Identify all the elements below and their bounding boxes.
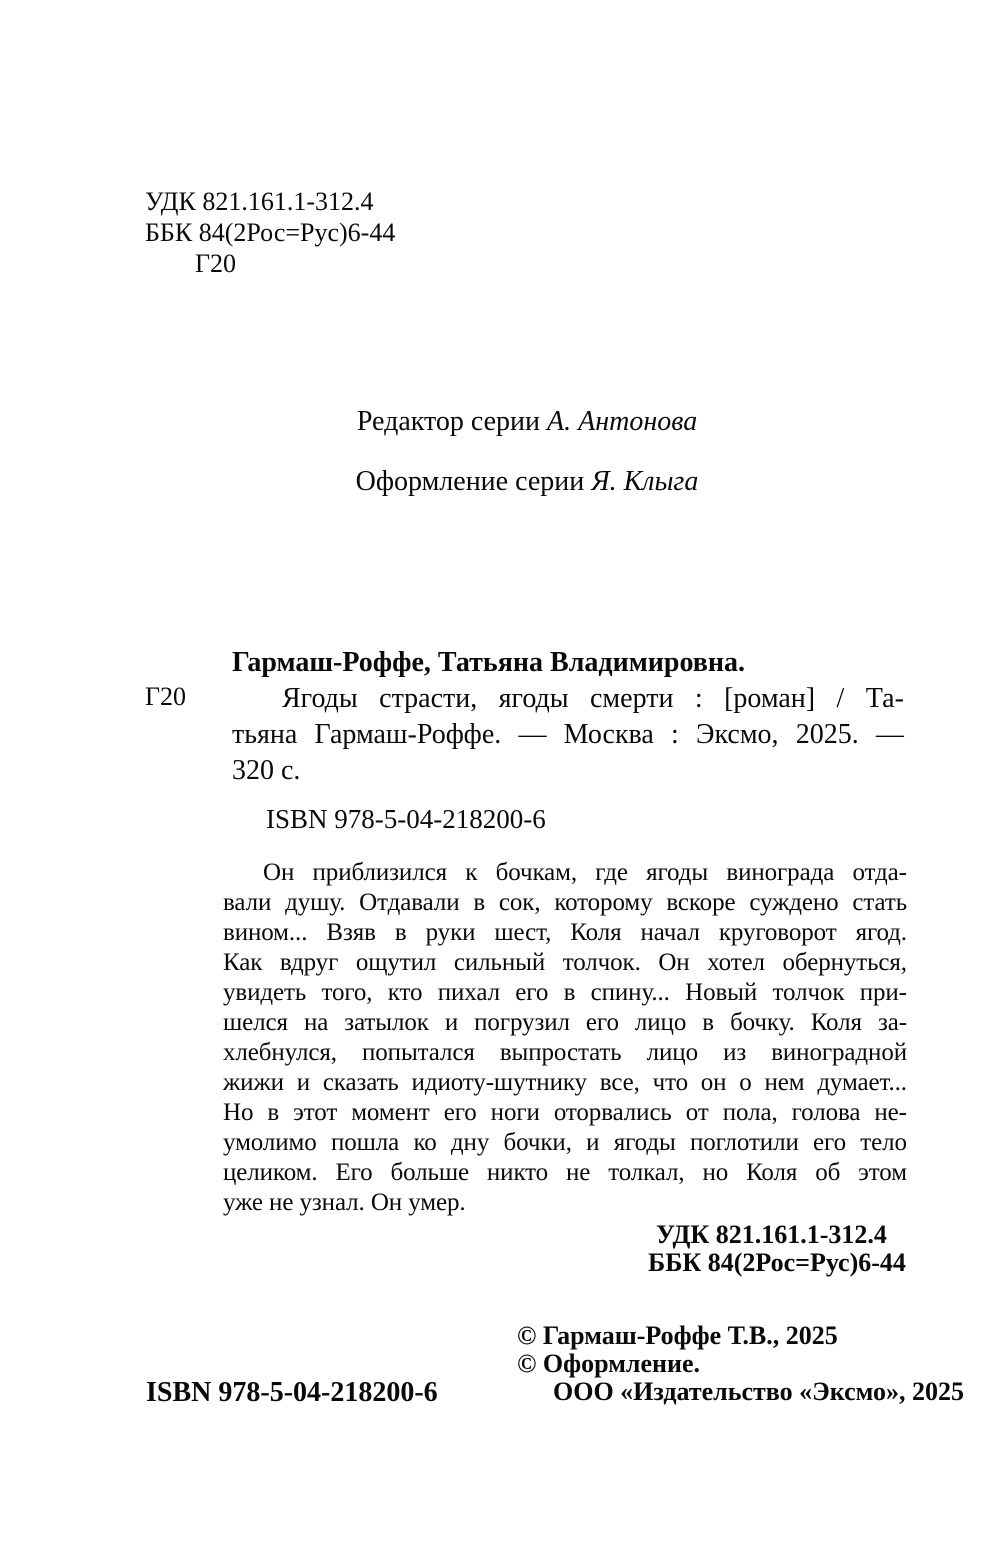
copyright-publisher-line: ООО «Издательство «Эксмо», 2025 bbox=[553, 1377, 965, 1406]
text-line: хлебнулся, попытался выпростать лицо из виноградной bbox=[223, 1039, 907, 1066]
text-line: 320 с. bbox=[232, 755, 301, 786]
classification-bottom-block bbox=[648, 1221, 906, 1277]
udk-line: УДК 821.161.1-312.4 bbox=[145, 187, 374, 216]
catalog-author-sign: Г20 bbox=[145, 682, 187, 711]
classification-top-block bbox=[145, 186, 395, 279]
copyright-author-line: © Гармаш-Роффе Т.В., 2025 bbox=[517, 1321, 838, 1350]
text-line: целиком. Его больше никто не толкал, но Коля об этом bbox=[223, 1159, 907, 1186]
text-line: Но в этот момент его ноги оторвались от пола, голова не- bbox=[223, 1099, 907, 1126]
catalog-author-heading: Гармаш-Роффе, Татьяна Владимировна. bbox=[232, 647, 746, 678]
text-line: вином... Взяв в руки шест, Коля начал круговорот ягод. bbox=[223, 919, 907, 946]
series-editor-label: Редактор серии bbox=[356, 406, 548, 437]
annotation-block bbox=[223, 858, 907, 1218]
text-line: вали душу. Отдавали в сок, которому вскоре суждено стать bbox=[223, 889, 907, 916]
text-line: увидеть того, кто пихал его в спину... Новый толчок при- bbox=[223, 979, 907, 1006]
text-line: Как вдруг ощутил сильный толчок. Он хотел обернуться, bbox=[223, 949, 907, 976]
catalog-entry-lines bbox=[232, 681, 904, 789]
isbn-bottom: ISBN 978-5-04-218200-6 bbox=[146, 1377, 438, 1408]
text-line: Ягоды страсти, ягоды смерти : [роман] / Та- bbox=[282, 683, 904, 714]
text-line: тьяна Гармаш-Роффе. — Москва : Эксмо, 2025. — bbox=[232, 719, 904, 750]
catalog-card-block bbox=[232, 645, 904, 789]
series-credits-block bbox=[150, 406, 904, 496]
series-designer-line bbox=[150, 466, 904, 496]
text-line: умолимо пошла ко дну бочки, и ягоды поглотили его тело bbox=[223, 1129, 907, 1156]
catalog-isbn: ISBN 978-5-04-218200-6 bbox=[266, 804, 546, 834]
text-line: уже не узнал. Он умер. bbox=[223, 1189, 466, 1216]
bbk-line-bottom: ББК 84(2Рос=Рус)6-44 bbox=[648, 1248, 906, 1277]
bbk-line: ББК 84(2Рос=Рус)6-44 bbox=[145, 218, 396, 247]
series-editor-line bbox=[150, 406, 904, 436]
copyright-design-line: © Оформление. bbox=[517, 1349, 701, 1378]
text-line: Он приблизился к бочкам, где ягоды винограда отда- bbox=[263, 859, 907, 886]
text-line: шелся на затылок и погрузил его лицо в бочку. Коля за- bbox=[223, 1009, 907, 1036]
author-sign: Г20 bbox=[195, 249, 237, 278]
copyright-block bbox=[517, 1322, 964, 1406]
text-line: жижи и сказать идиоту-шутнику все, что он о нем думает... bbox=[223, 1069, 907, 1096]
series-editor-name: А. Антонова bbox=[547, 406, 698, 437]
udk-line-bottom: УДК 821.161.1-312.4 bbox=[656, 1220, 887, 1249]
series-designer-label: Оформление серии bbox=[355, 466, 592, 497]
series-designer-name: Я. Клыга bbox=[591, 466, 699, 497]
